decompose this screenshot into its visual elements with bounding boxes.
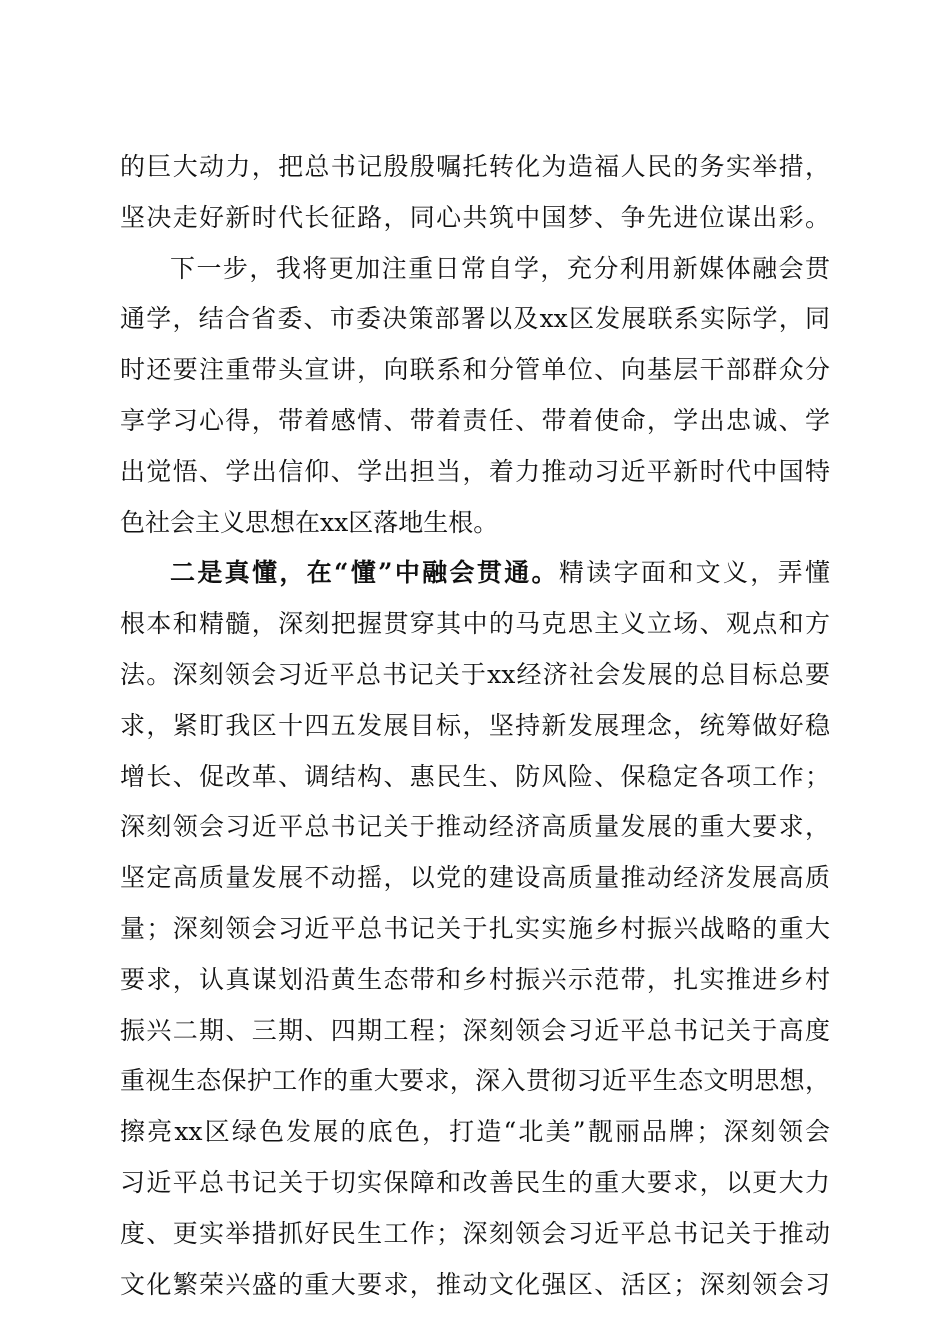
text-line: 坚定高质量发展不动摇，以党的建设高质量推动经济发展高质 [120,863,830,893]
text-line: 要求，认真谋划沿黄生态带和乡村振兴示范带，扎实推进乡村 [120,964,830,994]
text-line-rest: 精读字面和文义，弄懂 [558,558,830,588]
text-line: 重视生态保护工作的重大要求，深入贯彻习近平生态文明思想， [120,1066,830,1096]
text-line: 享学习心得，带着感情、带着责任、带着使命，学出忠诚、学 [120,405,830,435]
text-line: 下一步，我将更加注重日常自学，充分利用新媒体融会贯 [170,253,830,283]
section-heading: 二是真懂，在“懂”中融会贯通。 [170,558,559,588]
text-line: 色社会主义思想在xx区落地生根。 [120,507,499,537]
text-line: 振兴二期、三期、四期工程；深刻领会习近平总书记关于高度 [120,1015,830,1045]
text-line: 求，紧盯我区十四五发展目标，坚持新发展理念，统筹做好稳 [120,710,830,740]
paragraph-2 [120,244,830,549]
paragraph-3 [120,548,830,1310]
text-line: 文化繁荣兴盛的重大要求，推动文化强区、活区；深刻领会习 [120,1269,830,1299]
text-line: 习近平总书记关于切实保障和改善民生的重大要求，以更大力 [120,1167,830,1197]
text-line: 根本和精髓，深刻把握贯穿其中的马克思主义立场、观点和方 [120,609,830,639]
text-line: 擦亮xx区绿色发展的底色，打造“北美”靓丽品牌；深刻领会 [120,1117,830,1147]
text-line: 增长、促改革、调结构、惠民生、防风险、保稳定各项工作； [120,761,830,791]
text-line: 深刻领会习近平总书记关于推动经济高质量发展的重大要求， [120,812,830,842]
text-line: 量；深刻领会习近平总书记关于扎实实施乡村振兴战略的重大 [120,913,830,943]
text-line: 坚决走好新时代长征路，同心共筑中国梦、争先进位谋出彩。 [120,202,830,232]
text-line: 的巨大动力，把总书记殷殷嘱托转化为造福人民的务实举措， [120,152,830,181]
text-line: 法。深刻领会习近平总书记关于xx经济社会发展的总目标总要 [120,659,830,689]
text-line: 时还要注重带头宣讲，向联系和分管单位、向基层干部群众分 [120,355,830,385]
text-line [120,548,830,599]
document-body [120,142,830,1310]
text-line: 度、更实举措抓好民生工作；深刻领会习近平总书记关于推动 [120,1218,830,1248]
paragraph-1 [120,142,830,244]
text-line: 通学，结合省委、市委决策部署以及xx区发展联系实际学，同 [120,304,830,334]
text-line: 出觉悟、学出信仰、学出担当，着力推动习近平新时代中国特 [120,456,830,486]
